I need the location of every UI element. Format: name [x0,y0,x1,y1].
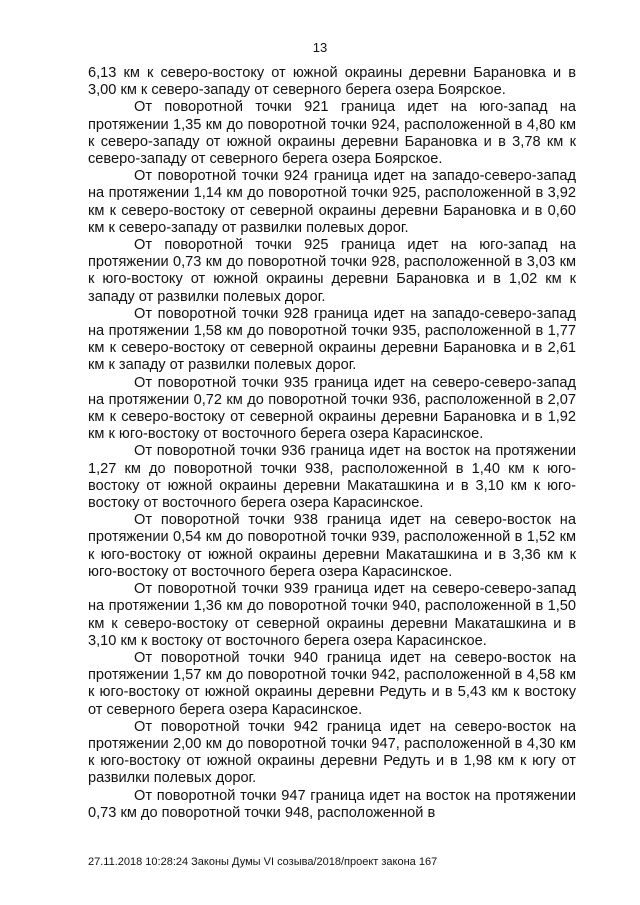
paragraph: От поворотной точки 947 граница идет на восток на протяжении 0,73 км до поворотной точки 948, расположенной в [88,787,576,821]
paragraph: От поворотной точки 936 граница идет на восток на протяжении 1,27 км до поворотной точки 938, расположенной в 1,40 км к юго-востоку от южной окраины деревни Макаташкина и в 3,10 км к юго-востоку от восточного берега озера Карасинское. [88,443,576,512]
paragraph: От поворотной точки 924 граница идет на западо-северо-запад на протяжении 1,14 км до поворотной точки 925, расположенной в 3,92 км к северо-востоку от северной окраины деревни Барановка и в 0,60 км к северо-западу от развилки полевых дорог. [88,168,576,236]
paragraph: От поворотной точки 939 граница идет на северо-северо-запад на протяжении 1,36 км до поворотной точки 940, расположенной в 1,50 км к северо-востоку от северной окраины деревни Макаташкина и в 3,10 км к востоку от восточного берега озера Карасинское. [88,581,576,649]
paragraph: 6,13 км к северо-востоку от южной окраины деревни Барановка и в 3,00 км к северо-западу от северного берега озера Боярское. [88,65,576,99]
paragraph: От поворотной точки 938 граница идет на северо-восток на протяжении 0,54 км до поворотной точки 939, расположенной в 1,52 км к юго-востоку от южной окраины деревни Макаташкина и в 3,36 км к юго-востоку от восточного берега озера Карасинское. [88,512,576,580]
page-number: 13 [312,40,328,55]
paragraph: От поворотной точки 921 граница идет на юго-запад на протяжении 1,35 км до поворотной точки 924, расположенной в 4,80 км к северо-западу от южной окраины деревни Барановка и в 3,78 км к северо-западу от северного берега озера Боярское. [88,99,576,168]
paragraph: От поворотной точки 925 граница идет на юго-запад на протяжении 0,73 км до поворотной точки 928, расположенной в 3,03 км к юго-востоку от южной окраины деревни Барановка и в 1,02 км к западу от развилки полевых дорог. [88,237,576,305]
paragraph: От поворотной точки 935 граница идет на северо-северо-запад на протяжении 0,72 км до поворотной точки 936, расположенной в 2,07 км к северо-востоку от северной окраины деревни Барановка и в 1,92 км к юго-востоку от восточного берега озера Карасинское. [88,374,576,443]
paragraph: От поворотной точки 940 граница идет на северо-восток на протяжении 1,57 км до поворотной точки 942, расположенной в 4,58 км к юго-востоку от южной окраины деревни Редуть и в 5,43 км к востоку от северного берега озера Карасинское. [88,649,576,718]
document-body [88,65,576,822]
paragraph: От поворотной точки 928 граница идет на западо-северо-запад на протяжении 1,58 км до поворотной точки 935, расположенной в 1,77 км к северо-востоку от северной окраины деревни Барановка и в 2,61 км к западу от развилки полевых дорог. [88,305,576,374]
document-footer: 27.11.2018 10:28:24 Законы Думы VI созыва/2018/проект закона 167 [88,856,438,868]
paragraph: От поворотной точки 942 граница идет на северо-восток на протяжении 2,00 км до поворотной точки 947, расположенной в 4,30 км к юго-востоку от южной окраины деревни Редуть и в 1,98 км к югу от развилки полевых дорог. [88,718,576,787]
